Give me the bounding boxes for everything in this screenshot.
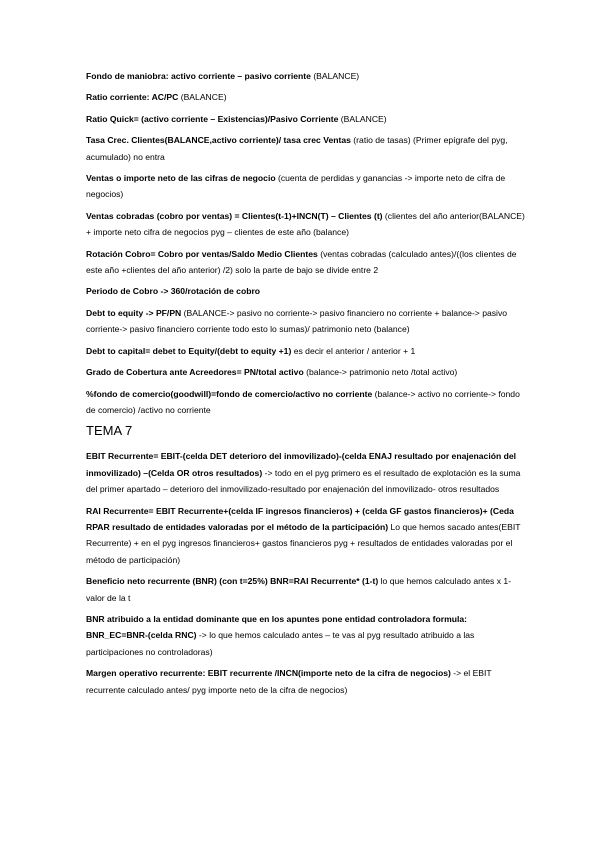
formula-paragraph (86, 448, 526, 497)
explanation-text: -> el EBIT recurrente calculado antes/ pyg importe neto de la cifra de negocios) (86, 668, 492, 695)
formula-text: Margen operativo recurrente: EBIT recurrente /INCN(importe neto de la cifra de negocios) (86, 668, 451, 679)
explanation-text: (cuenta de perdidas y ganancias -> importe neto de cifra de negocios) (86, 173, 506, 200)
formula-text: Beneficio neto recurrente (BNR) (con t=25%) BNR=RAI Recurrente* (1-t) (86, 576, 379, 587)
section-heading: TEMA 7 (86, 423, 133, 439)
formula-paragraph (86, 89, 526, 105)
formula-text: Grado de Cobertura ante Acreedores= PN/total activo (86, 367, 304, 378)
formula-paragraph (86, 364, 526, 380)
formula-text: Debt to capital= debet to Equity/(debt to equity +1) (86, 345, 292, 356)
formula-text: Periodo de Cobro -> 360/rotación de cobro (86, 286, 261, 297)
explanation-text: (balance-> activo no corriente-> fondo de comercio) /activo no corriente (86, 388, 520, 415)
formula-text: Ratio corriente: AC/PC (86, 92, 179, 103)
formula-paragraph (86, 503, 526, 569)
explanation-text: -> lo que hemos calculado antes – te vas al pyg resultado atribuido a las participaciones no controladoras) (86, 630, 475, 657)
formula-text: Fondo de maniobra: activo corriente – pasivo corriente (86, 71, 311, 81)
formula-paragraph (86, 170, 526, 203)
formula-paragraph (86, 132, 526, 165)
formula-paragraph (86, 68, 526, 84)
formula-text: Ventas cobradas (cobro por ventas) = Clientes(t-1)+INCN(T) – Clientes (t) (86, 210, 383, 221)
explanation-text: Lo que hemos sacado antes(EBIT Recurrente) + en el pyg ingresos financieros+ gastos financieros pyg + resultados de entidades valoradas por el método de participación) (86, 521, 521, 565)
explanation-text: (BALANCE) (310, 71, 360, 81)
formula-text: Ventas o importe neto de las cifras de negocio (86, 173, 276, 184)
formula-paragraph (86, 208, 526, 241)
explanation-text: lo que hemos calculado antes x 1-valor de la t (86, 576, 512, 603)
formula-text: BNR atribuido a la entidad dominante que en los apuntes pone entidad controladora formula: BNR_EC=BNR-(celda RNC) (86, 613, 468, 641)
explanation-text: -> todo en el pyg primero es el resultado de explotación es la suma del primer apartado – deterioro del inmovilizado-resultado por enajenación del inmovilizado- otros resultados (86, 467, 521, 495)
explanation-text: (ventas cobradas (calculado antes)/((los clientes de este año +clientes del año anterior) /2) solo la parte de bajo se divide entre 2 (86, 248, 517, 276)
formula-text: RAI Recurrente= EBIT Recurrente+(celda IF ingresos financieros) + (celda GF gastos financieros)+ (Ceda RPAR resultado de entidades valoradas por el método de la participación) (86, 505, 514, 532)
explanation-text: (BALANCE-> pasivo no corriente-> pasivo financiero no corriente + balance-> pasivo corriente-> pasivo financiero corriente todo esto lo sumas)/ patrimonio neto (balance) (86, 307, 508, 335)
formula-text: EBIT Recurrente= EBIT-(celda DET deterioro del inmovilizado)-(celda ENAJ resultado por enajenación del inmovilizado) –(Celda OR otros resultados) (86, 451, 517, 478)
formula-text: Ratio Quick= (activo corriente – Existencias)/Pasivo Corriente (86, 113, 339, 124)
formula-text: Rotación Cobro= Cobro por ventas/Saldo Medio Clientes (86, 248, 318, 259)
explanation-text: es decir el anterior / anterior + 1 (291, 345, 416, 356)
formula-paragraph (86, 343, 526, 359)
formula-paragraph (86, 386, 526, 419)
formula-paragraph (86, 665, 526, 698)
formula-paragraph (86, 283, 526, 299)
explanation-text: (BALANCE) (338, 113, 387, 124)
formula-paragraph (86, 111, 526, 127)
formula-paragraph (86, 573, 526, 606)
explanation-text: (BALANCE) (178, 92, 227, 103)
explanation-text: (balance-> patrimonio neto /total activo) (303, 367, 458, 378)
formula-paragraph (86, 305, 526, 338)
formula-text: Debt to equity -> PF/PN (86, 307, 182, 318)
formula-paragraph (86, 611, 526, 660)
explanation-text: (clientes del año anterior(BALANCE) + importe neto cifra de negocios pyg – clientes de este año (balance) (86, 210, 525, 238)
formula-text: Tasa Crec. Clientes(BALANCE,activo corriente)/ tasa crec Ventas (86, 135, 351, 146)
formula-paragraph (86, 246, 526, 279)
formula-text: %fondo de comercio(goodwill)=fondo de comercio/activo no corriente (86, 388, 373, 399)
document-body (86, 68, 526, 703)
explanation-text: (ratio de tasas) (Primer epígrafe del pyg, acumulado) no entra (86, 135, 508, 162)
